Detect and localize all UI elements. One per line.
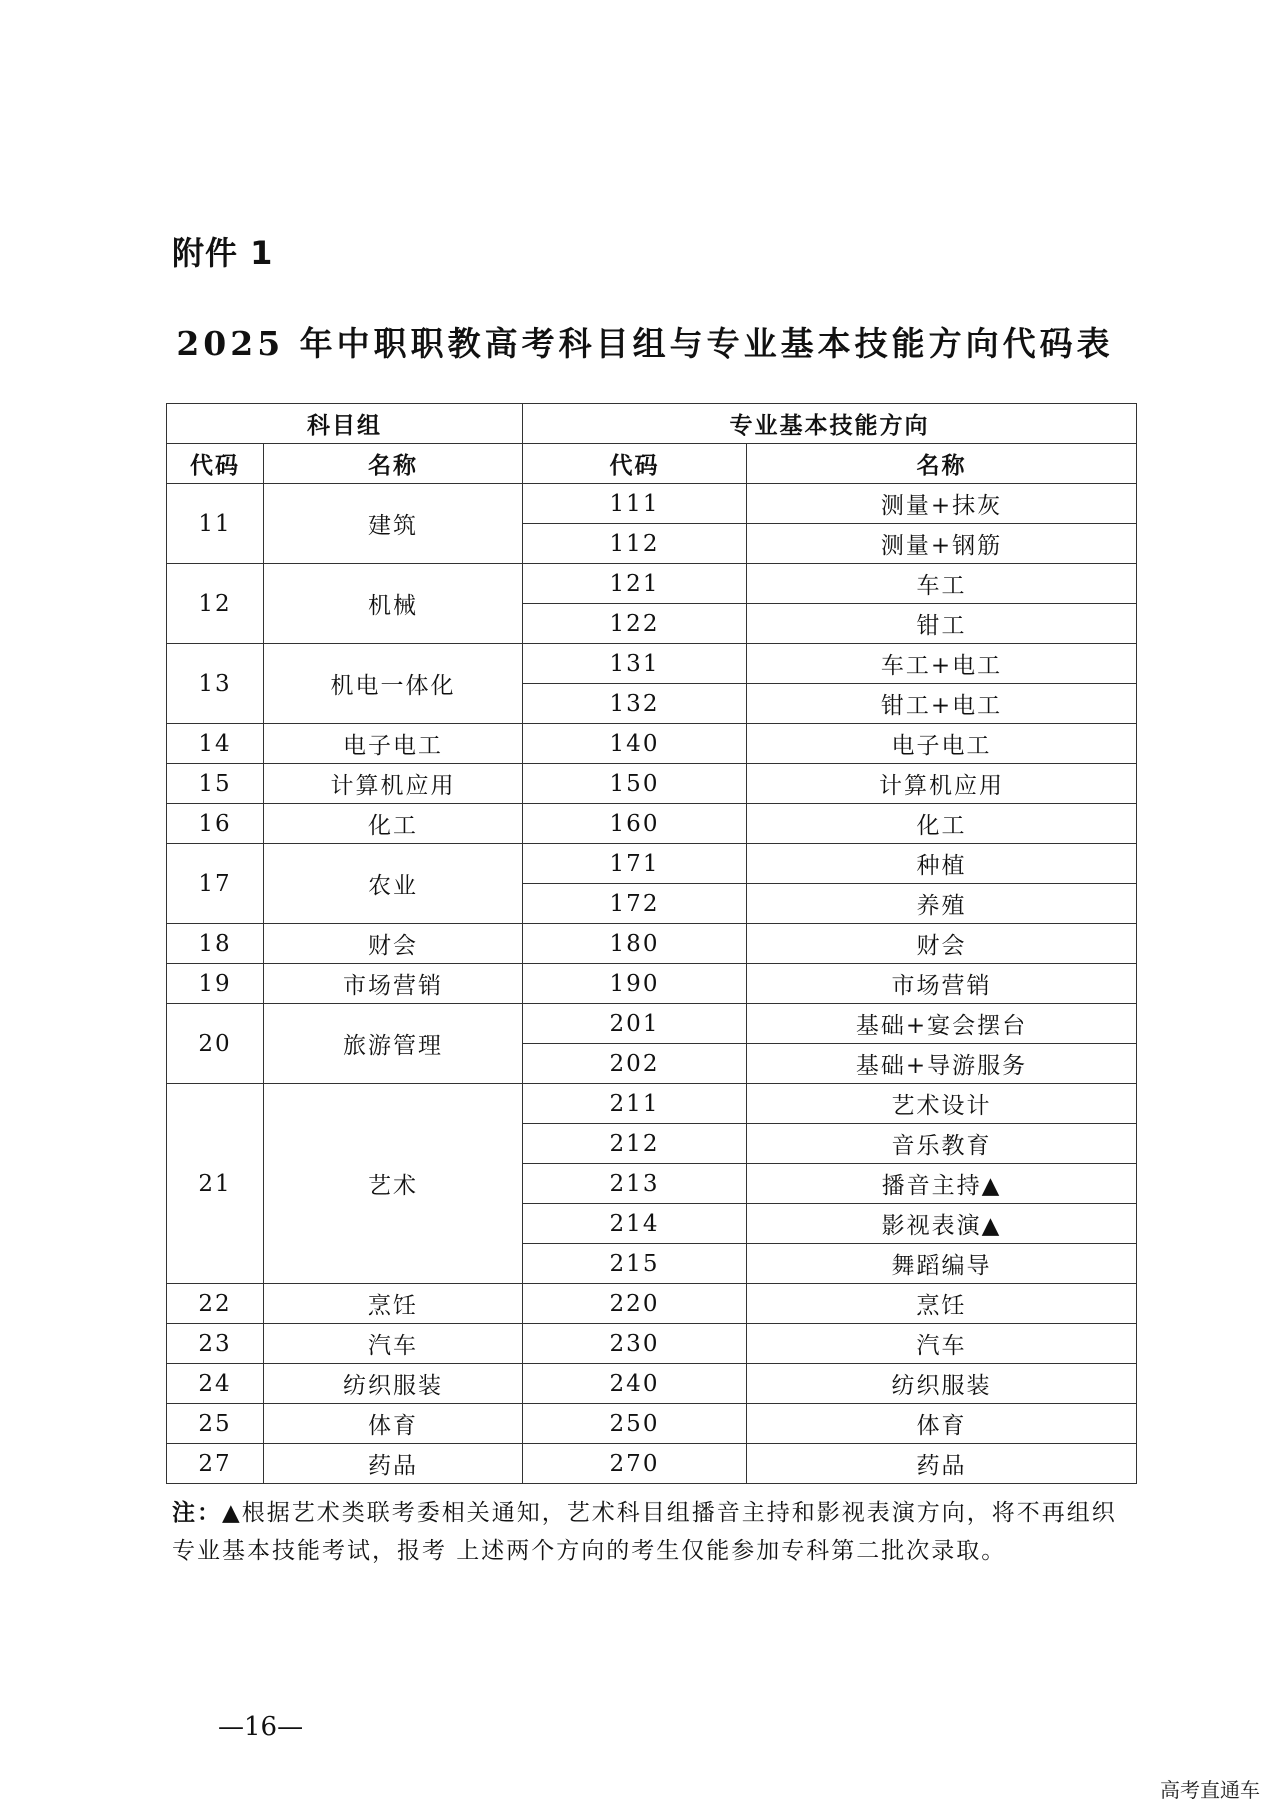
direction-code-cell: 250 [523,1404,747,1444]
group-code-cell: 19 [167,964,264,1004]
direction-code-cell: 131 [523,644,747,684]
table-row [167,804,1137,844]
table-body [167,484,1137,1484]
direction-name-cell: 市场营销 [747,964,1137,1004]
footnote [172,1494,1132,1570]
table-row [167,1324,1137,1364]
direction-name-cell: 烹饪 [747,1284,1137,1324]
attachment-label: 附件 1 [172,234,274,272]
table-row [167,1084,1137,1124]
group-name-cell: 机械 [264,564,523,644]
watermark: 高考直通车 [1160,1778,1260,1802]
direction-name-cell: 基础+导游服务 [747,1044,1137,1084]
group-code-cell: 21 [167,1084,264,1284]
direction-code-cell: 122 [523,604,747,644]
direction-code-cell: 140 [523,724,747,764]
table-row [167,1404,1137,1444]
group-name-cell: 纺织服装 [264,1364,523,1404]
direction-code-cell: 270 [523,1444,747,1484]
direction-name-cell: 化工 [747,804,1137,844]
table-row [167,564,1137,604]
column-header-code: 代码 [167,444,264,484]
direction-code-cell: 213 [523,1164,747,1204]
direction-code-cell: 150 [523,764,747,804]
group-name-cell: 农业 [264,844,523,924]
direction-code-cell: 240 [523,1364,747,1404]
direction-code-cell: 211 [523,1084,747,1124]
direction-name-cell: 基础+宴会摆台 [747,1004,1137,1044]
table-row [167,924,1137,964]
direction-code-cell: 111 [523,484,747,524]
group-name-cell: 药品 [264,1444,523,1484]
group-name-cell: 旅游管理 [264,1004,523,1084]
group-name-cell: 体育 [264,1404,523,1444]
direction-code-cell: 212 [523,1124,747,1164]
group-name-cell: 电子电工 [264,724,523,764]
direction-name-cell: 药品 [747,1444,1137,1484]
direction-code-cell: 215 [523,1244,747,1284]
direction-name-cell: 测量+抹灰 [747,484,1137,524]
group-header-direction: 专业基本技能方向 [523,404,1137,444]
direction-name-cell: 影视表演▲ [747,1204,1137,1244]
direction-code-cell: 201 [523,1004,747,1044]
table-row [167,844,1137,884]
direction-code-cell: 220 [523,1284,747,1324]
table-row [167,964,1137,1004]
group-name-cell: 汽车 [264,1324,523,1364]
table-row [167,764,1137,804]
direction-name-cell: 舞蹈编导 [747,1244,1137,1284]
table-row [167,484,1137,524]
group-code-cell: 25 [167,1404,264,1444]
direction-name-cell: 艺术设计 [747,1084,1137,1124]
page-title: 2025 年中职职教高考科目组与专业基本技能方向代码表 [176,324,1114,363]
group-name-cell: 建筑 [264,484,523,564]
direction-name-cell: 体育 [747,1404,1137,1444]
direction-code-cell: 121 [523,564,747,604]
group-code-cell: 12 [167,564,264,644]
group-name-cell: 化工 [264,804,523,844]
table-row [167,1284,1137,1324]
direction-code-cell: 171 [523,844,747,884]
direction-name-cell: 播音主持▲ [747,1164,1137,1204]
group-code-cell: 24 [167,1364,264,1404]
direction-name-cell: 汽车 [747,1324,1137,1364]
direction-name-cell: 音乐教育 [747,1124,1137,1164]
code-table [166,403,1137,1484]
direction-name-cell: 种植 [747,844,1137,884]
column-header-direction-code: 代码 [523,444,747,484]
direction-code-cell: 230 [523,1324,747,1364]
table-row [167,724,1137,764]
group-name-cell: 艺术 [264,1084,523,1284]
group-code-cell: 27 [167,1444,264,1484]
table-row [167,1004,1137,1044]
direction-code-cell: 180 [523,924,747,964]
direction-name-cell: 计算机应用 [747,764,1137,804]
direction-name-cell: 钳工+电工 [747,684,1137,724]
footnote-text: ▲根据艺术类联考委相关通知，艺术科目组播音主持和影视表演方向，将不再组织专业基本技能考试，报考 上述两个方向的考生仅能参加专科第二批次录取。 [172,1500,1117,1564]
column-header-direction-name: 名称 [747,444,1137,484]
column-header-name: 名称 [264,444,523,484]
page-number: —16— [218,1712,304,1742]
group-name-cell: 计算机应用 [264,764,523,804]
direction-name-cell: 财会 [747,924,1137,964]
table-column-header-row [167,444,1137,484]
group-name-cell: 机电一体化 [264,644,523,724]
direction-name-cell: 车工 [747,564,1137,604]
direction-code-cell: 112 [523,524,747,564]
direction-name-cell: 养殖 [747,884,1137,924]
direction-code-cell: 190 [523,964,747,1004]
group-code-cell: 23 [167,1324,264,1364]
direction-name-cell: 车工+电工 [747,644,1137,684]
direction-code-cell: 214 [523,1204,747,1244]
direction-name-cell: 纺织服装 [747,1364,1137,1404]
table-row [167,1444,1137,1484]
group-code-cell: 20 [167,1004,264,1084]
group-code-cell: 16 [167,804,264,844]
group-name-cell: 财会 [264,924,523,964]
group-code-cell: 18 [167,924,264,964]
table-group-header-row [167,404,1137,444]
group-code-cell: 11 [167,484,264,564]
direction-code-cell: 132 [523,684,747,724]
direction-code-cell: 202 [523,1044,747,1084]
group-code-cell: 17 [167,844,264,924]
group-header-subject: 科目组 [167,404,523,444]
table-row [167,644,1137,684]
group-name-cell: 烹饪 [264,1284,523,1324]
table-row [167,1364,1137,1404]
group-code-cell: 13 [167,644,264,724]
footnote-label: 注： [172,1499,222,1526]
direction-name-cell: 电子电工 [747,724,1137,764]
group-code-cell: 15 [167,764,264,804]
group-code-cell: 14 [167,724,264,764]
direction-code-cell: 160 [523,804,747,844]
direction-name-cell: 钳工 [747,604,1137,644]
group-name-cell: 市场营销 [264,964,523,1004]
direction-name-cell: 测量+钢筋 [747,524,1137,564]
group-code-cell: 22 [167,1284,264,1324]
direction-code-cell: 172 [523,884,747,924]
